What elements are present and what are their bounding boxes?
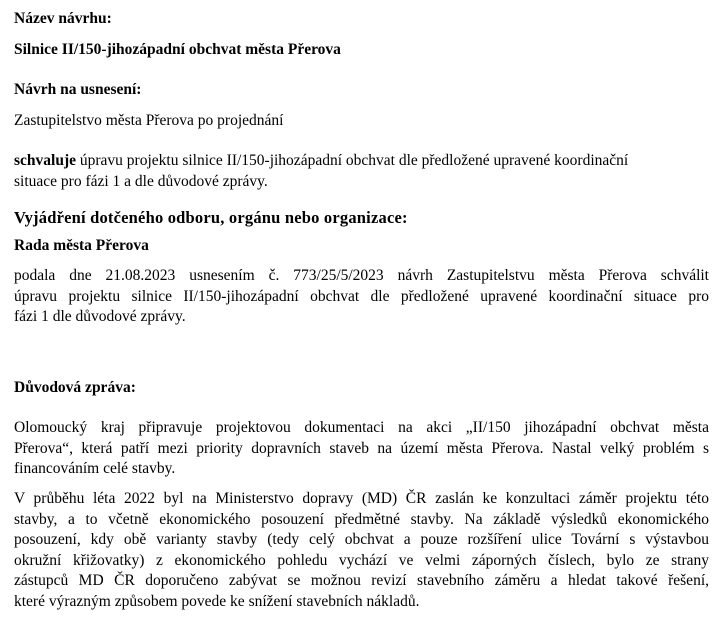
paragraph-line: V průběhu léta 2022 byl na Ministerstvo dopravy (MD) ČR zaslán ke konzultaci záměr projektu této bbox=[14, 490, 709, 507]
paragraph-line: které výrazným způsobem povede ke snížení stavebních nákladů. bbox=[14, 592, 420, 610]
paragraph-line: Přerova“, která patří mezi priority dopravních staveb na území města Přerova. Nastal velký problém s bbox=[14, 439, 709, 457]
duvodova-paragraph-2 bbox=[14, 489, 709, 612]
rada-text-line: fázi 1 dle důvodové zprávy. bbox=[14, 308, 186, 325]
navrh-na-usneseni-label: Návrh na usnesení: bbox=[14, 81, 142, 98]
paragraph-line: stavby, a to včetně ekonomického posouzení předmětné stavby. Na základě výsledků ekonomického bbox=[14, 510, 709, 528]
paragraph-line: financováním celé stavby. bbox=[14, 460, 176, 477]
paragraph-line: zástupců MD ČR doporučeno zabývat se možnou revizí stavebního záměru a hledat takové řešení, bbox=[14, 572, 709, 589]
rada-text bbox=[14, 266, 709, 328]
vyjadreni-label: Vyjádření dotčeného odboru, orgánu nebo organizace: bbox=[14, 208, 408, 227]
proposal-title: Silnice II/150-jihozápadní obchvat města Přerova bbox=[14, 41, 341, 58]
paragraph-line: posouzení, kdy obě varianty stavby (tedy celý obchvat a pouze rozšíření ulice Tovární s výstavbou bbox=[14, 531, 709, 548]
resolution-line-2: situace pro fázi 1 a dle důvodové zprávy. bbox=[14, 172, 268, 190]
resolution-line-1 bbox=[14, 151, 709, 172]
resolution-verb: schvaluje bbox=[14, 152, 76, 169]
paragraph-line: Olomoucký kraj připravuje projektovou dokumentaci na akci „II/150 jihozápadní obchvat města bbox=[14, 419, 709, 436]
duvodova-paragraph-1 bbox=[14, 418, 709, 480]
navrh-intro: Zastupitelstvo města Přerova po projednání bbox=[14, 112, 284, 129]
resolution-text bbox=[14, 151, 709, 192]
resolution-line-1-rest: úpravu projektu silnice II/150-jihozápadní obchvat dle předložené upravené koordinační bbox=[76, 152, 629, 169]
paragraph-line: okružní křižovatky) z ekonomického pohledu vychází ve velmi záporných číslech, bylo ze strany bbox=[14, 551, 709, 569]
rada-text-line: podala dne 21.08.2023 usnesením č. 773/25/5/2023 návrh Zastupitelstvu města Přerova schválit bbox=[14, 267, 709, 284]
rada-mesta-label: Rada města Přerova bbox=[14, 237, 149, 254]
nazev-navrhu-label: Název návrhu: bbox=[14, 10, 112, 27]
duvodova-zprava-label: Důvodová zpráva: bbox=[14, 379, 136, 396]
rada-text-line: úpravu projektu silnice II/150-jihozápadní obchvat dle předložené upravené koordinační situace pro bbox=[14, 287, 709, 305]
